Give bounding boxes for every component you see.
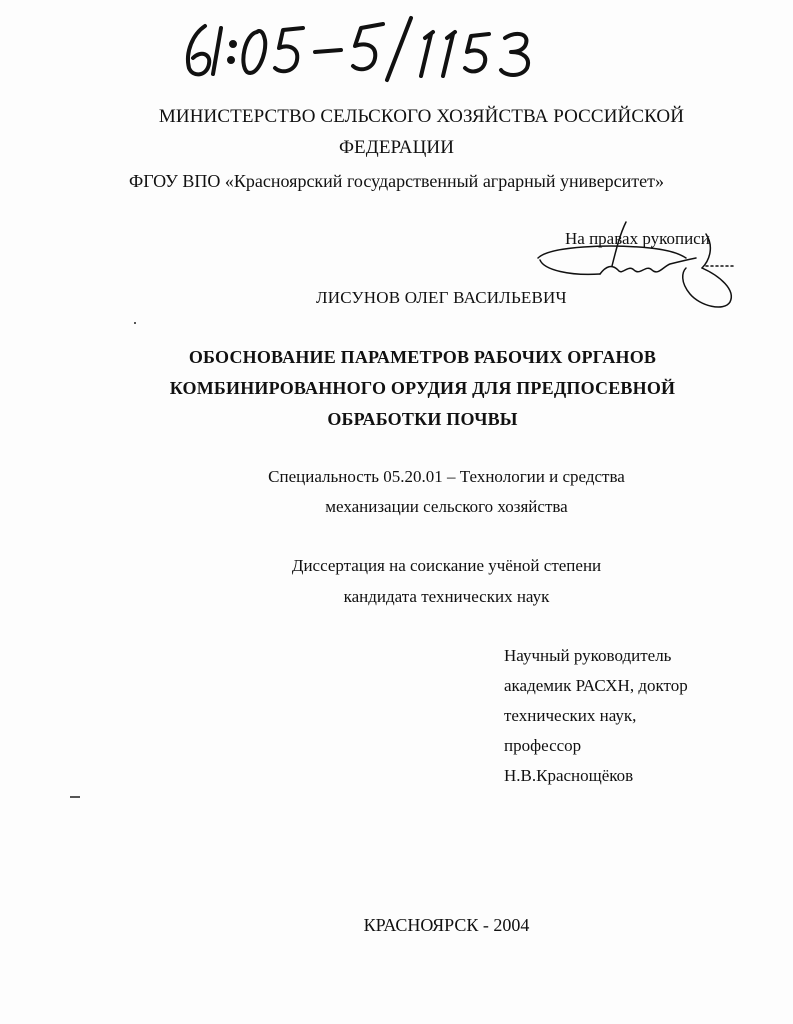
supervisor-line-2: академик РАСХН, доктор bbox=[504, 676, 688, 695]
dissertation-degree-line-1: Диссертация на соискание учёной степени bbox=[291, 556, 602, 575]
supervisor-line-1: Научный руководитель bbox=[504, 646, 672, 665]
supervisor-line-3: технических наук, bbox=[504, 706, 637, 725]
ministry-line-2: ФЕДЕРАЦИИ bbox=[338, 137, 455, 158]
dissertation-title-line-2: КОМБИНИРОВАННОГО ОРУДИЯ ДЛЯ ПРЕДПОСЕВНОЙ bbox=[169, 378, 676, 398]
author-name: ЛИСУНОВ ОЛЕГ ВАСИЛЬЕВИЧ bbox=[316, 288, 567, 307]
scan-speck bbox=[134, 322, 136, 324]
manuscript-note: На правах рукописи bbox=[565, 229, 710, 248]
dissertation-title-line-3: ОБРАБОТКИ ПОЧВЫ bbox=[327, 409, 518, 429]
dissertation-title-line-1: ОБОСНОВАНИЕ ПАРАМЕТРОВ РАБОЧИХ ОРГАНОВ bbox=[188, 347, 657, 367]
supervisor-line-5: Н.В.Краснощёков bbox=[504, 766, 634, 785]
scan-speck bbox=[70, 796, 80, 798]
dissertation-degree-line-2: кандидата технических наук bbox=[343, 587, 550, 606]
supervisor-line-4: профессор bbox=[504, 736, 582, 755]
ministry-line-1: МИНИСТЕРСТВО СЕЛЬСКОГО ХОЗЯЙСТВА РОССИЙСКОЙ bbox=[158, 106, 685, 127]
specialty-line-1: Специальность 05.20.01 – Технологии и средства bbox=[268, 467, 625, 486]
city-year: КРАСНОЯРСК - 2004 bbox=[363, 915, 530, 935]
handwritten-archive-code bbox=[175, 14, 555, 84]
specialty-line-2: механизации сельского хозяйства bbox=[325, 497, 568, 516]
university-name: ФГОУ ВПО «Красноярский государственный аграрный университет» bbox=[128, 171, 665, 191]
